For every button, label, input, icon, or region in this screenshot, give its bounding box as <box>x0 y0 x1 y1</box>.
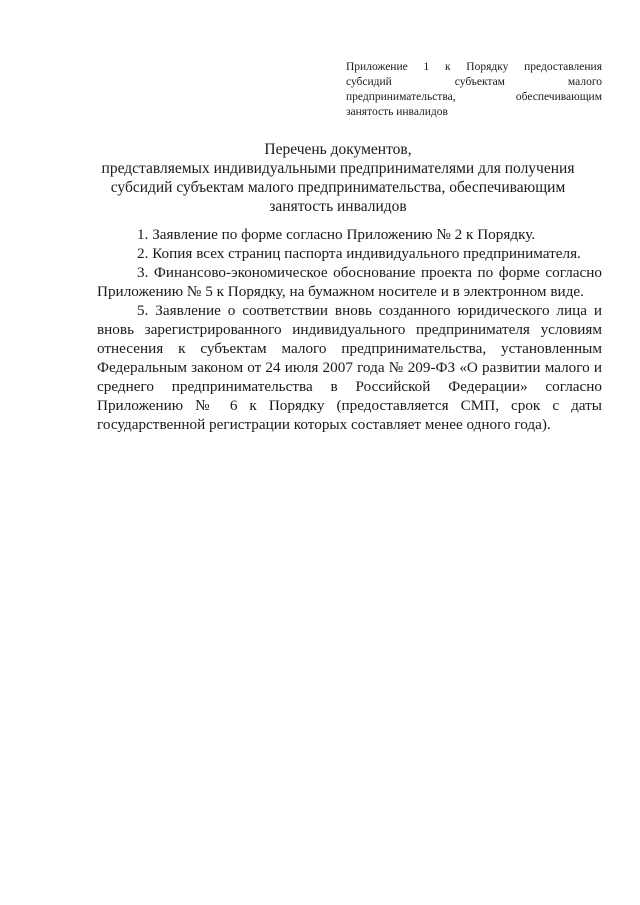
document-list <box>97 225 602 434</box>
list-item-line: Приложению № 6 к Порядку (предоставляется СМП, срок с даты <box>97 397 602 414</box>
appendix-note-line: предпринимательства, обеспечивающим <box>346 91 602 103</box>
list-item-line: отнесения к субъектам малого предпринимательства, установленным <box>97 340 602 357</box>
list-item <box>97 225 602 244</box>
list-item-line: 3. Финансово-экономическое обоснование проекта по форме согласно <box>137 264 602 281</box>
list-item-line: 5. Заявление о соответствии вновь созданного юридического лица и <box>137 302 602 319</box>
list-item-line: вновь зарегистрированного индивидуального предпринимателя условиям <box>97 321 602 338</box>
list-item-line: среднего предпринимательства в Российской Федерации» согласно <box>97 378 602 395</box>
appendix-note-line: занятость инвалидов <box>346 106 448 118</box>
list-item-line: 2. Копия всех страниц паспорта индивидуального предпринимателя. <box>137 245 581 262</box>
list-item-line: 1. Заявление по форме согласно Приложению № 2 к Порядку. <box>137 226 536 243</box>
list-item-line: государственной регистрации которых составляет менее одного года). <box>97 416 551 433</box>
appendix-note-line: субсидий субъектам малого <box>346 76 602 88</box>
title-line: представляемых индивидуальными предпринимателями для получения <box>101 160 575 177</box>
list-item-line: Приложению № 5 к Порядку, на бумажном носителе и в электронном виде. <box>97 283 584 300</box>
appendix-note <box>346 60 602 120</box>
appendix-note-line: Приложение 1 к Порядку предоставления <box>346 61 602 73</box>
title-line: Перечень документов, <box>264 141 412 158</box>
list-item-line: Федеральным законом от 24 июля 2007 года № 209-ФЗ «О развитии малого и <box>97 359 602 376</box>
list-item <box>97 263 602 301</box>
document-title <box>96 140 580 216</box>
list-item <box>97 301 602 434</box>
list-item <box>97 244 602 263</box>
title-line: занятость инвалидов <box>269 198 407 215</box>
title-line: субсидий субъектам малого предпринимательства, обеспечивающим <box>110 179 566 196</box>
